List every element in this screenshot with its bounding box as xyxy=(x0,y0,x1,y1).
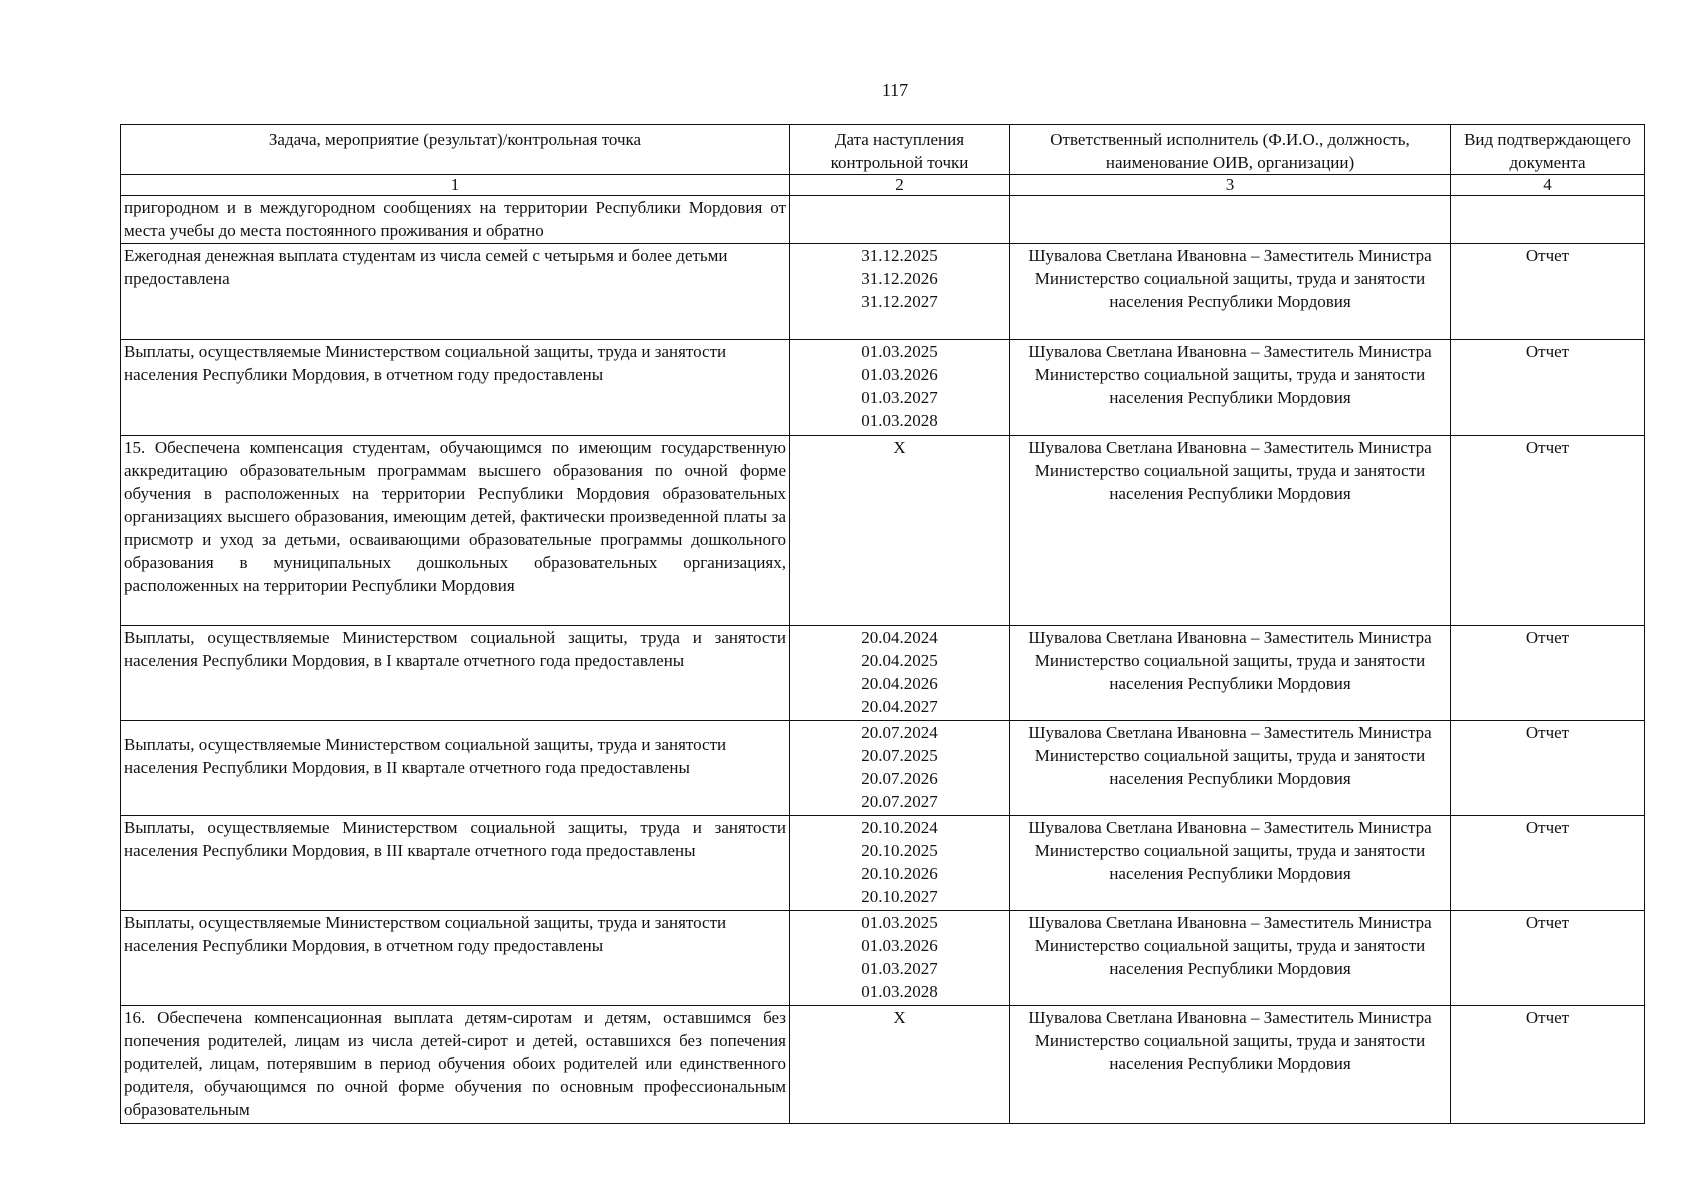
date-value: 01.03.2027 xyxy=(861,388,938,407)
column-number: 4 xyxy=(1451,175,1645,196)
date-cell xyxy=(790,721,1010,816)
responsible-person: Шувалова Светлана Ивановна – Заместитель Министра xyxy=(1028,913,1432,932)
header-task: Задача, мероприятие (результат)/контрольная точка xyxy=(121,125,790,175)
responsible-organization: Министерство социальной защиты, труда и занятости населения Республики Мордовия xyxy=(1034,269,1426,311)
responsible-person: Шувалова Светлана Ивановна – Заместитель Министра xyxy=(1028,1008,1432,1027)
table-row xyxy=(121,340,1645,436)
task-cell: Выплаты, осуществляемые Министерством социальной защиты, труда и занятости населения Республики Мордовия, в III квартале отчетного года предоставлены xyxy=(121,816,790,911)
table-row xyxy=(121,1006,1645,1124)
table-row xyxy=(121,436,1645,626)
column-number: 2 xyxy=(790,175,1010,196)
responsible-organization: Министерство социальной защиты, труда и занятости населения Республики Мордовия xyxy=(1034,936,1426,978)
date-value: 31.12.2025 xyxy=(861,246,938,265)
responsible-cell xyxy=(1010,816,1451,911)
document-type-cell: Отчет xyxy=(1451,721,1645,816)
header-date: Дата наступления контрольной точки xyxy=(790,125,1010,175)
date-value: 01.03.2027 xyxy=(861,959,938,978)
responsible-organization: Министерство социальной защиты, труда и занятости населения Республики Мордовия xyxy=(1034,365,1426,407)
date-value: 20.07.2024 xyxy=(861,723,938,742)
date-value: 01.03.2026 xyxy=(861,936,938,955)
header-document-type: Вид подтверждающего документа xyxy=(1451,125,1645,175)
date-value: 20.10.2025 xyxy=(861,841,938,860)
document-type-cell: Отчет xyxy=(1451,911,1645,1006)
responsible-cell xyxy=(1010,1006,1451,1124)
column-number: 3 xyxy=(1010,175,1451,196)
date-cell xyxy=(790,1006,1010,1124)
responsible-person: Шувалова Светлана Ивановна – Заместитель Министра xyxy=(1028,628,1432,647)
date-value: 20.04.2027 xyxy=(861,697,938,716)
task-cell: Выплаты, осуществляемые Министерством социальной защиты, труда и занятости населения Республики Мордовия, в II квартале отчетного года предоставлены xyxy=(121,721,790,816)
date-value: 20.07.2025 xyxy=(861,746,938,765)
document-type-cell: Отчет xyxy=(1451,244,1645,340)
date-cell xyxy=(790,436,1010,626)
date-value: 01.03.2026 xyxy=(861,365,938,384)
responsible-cell xyxy=(1010,626,1451,721)
responsible-cell xyxy=(1010,244,1451,340)
date-value: 20.07.2027 xyxy=(861,792,938,811)
date-value: 01.03.2025 xyxy=(861,342,938,361)
responsible-organization: Министерство социальной защиты, труда и занятости населения Республики Мордовия xyxy=(1034,461,1426,503)
responsible-person: Шувалова Светлана Ивановна – Заместитель Министра xyxy=(1028,246,1432,265)
page-number: 117 xyxy=(881,80,909,100)
document-type-cell: Отчет xyxy=(1451,340,1645,436)
table-row xyxy=(121,721,1645,816)
document-type-cell: Отчет xyxy=(1451,1006,1645,1124)
date-value: 31.12.2027 xyxy=(861,292,938,311)
table-row xyxy=(121,911,1645,1006)
date-value: 20.04.2025 xyxy=(861,651,938,670)
date-value: 01.03.2028 xyxy=(861,982,938,1001)
task-cell: Выплаты, осуществляемые Министерством социальной защиты, труда и занятости населения Республики Мордовия, в отчетном году предоставлены xyxy=(121,340,790,436)
header-responsible: Ответственный исполнитель (Ф.И.О., должность, наименование ОИВ, организации) xyxy=(1010,125,1451,175)
date-value: 31.12.2026 xyxy=(861,269,938,288)
table-row xyxy=(121,196,1645,244)
responsible-cell xyxy=(1010,911,1451,1006)
task-cell: пригородном и в междугородном сообщениях на территории Республики Мордовия от места учебы до места постоянного проживания и обратно xyxy=(121,196,790,244)
document-type-cell xyxy=(1451,196,1645,244)
column-number: 1 xyxy=(121,175,790,196)
task-cell: 16. Обеспечена компенсационная выплата детям-сиротам и детям, оставшимся без попечения родителей, лицам из числа детей-сирот и детей, оставшихся без попечения родителей, лицам, потерявшим в период обучения обоих родителей или единственного родителя, обучающимся по очной форме обучения по основным профессиональным образовательным xyxy=(121,1006,790,1124)
responsible-cell xyxy=(1010,196,1451,244)
table-row xyxy=(121,816,1645,911)
date-cell xyxy=(790,340,1010,436)
date-value: 20.10.2024 xyxy=(861,818,938,837)
table-header-row xyxy=(121,125,1645,175)
date-value: 01.03.2025 xyxy=(861,913,938,932)
task-cell: Выплаты, осуществляемые Министерством социальной защиты, труда и занятости населения Республики Мордовия, в I квартале отчетного года предоставлены xyxy=(121,626,790,721)
date-cell xyxy=(790,816,1010,911)
responsible-cell xyxy=(1010,340,1451,436)
responsible-person: Шувалова Светлана Ивановна – Заместитель Министра xyxy=(1028,723,1432,742)
date-cell xyxy=(790,196,1010,244)
document-type-cell: Отчет xyxy=(1451,436,1645,626)
table-row xyxy=(121,626,1645,721)
task-cell: 15. Обеспечена компенсация студентам, обучающимся по имеющим государственную аккредитацию образовательным программам высшего образования по очной форме обучения в расположенных на территории Республики Мордовия образовательных организациях высшего образования, имеющим детей, фактически произведенной платы за присмотр и уход за детьми, осваивающими образовательные программы дошкольного образования в муниципальных дошкольных образовательных организациях, расположенных на территории Республики Мордовия xyxy=(121,436,790,626)
task-cell: Выплаты, осуществляемые Министерством социальной защиты, труда и занятости населения Республики Мордовия, в отчетном году предоставлены xyxy=(121,911,790,1006)
responsible-organization: Министерство социальной защиты, труда и занятости населения Республики Мордовия xyxy=(1034,651,1426,693)
date-value: 20.07.2026 xyxy=(861,769,938,788)
responsible-organization: Министерство социальной защиты, труда и занятости населения Республики Мордовия xyxy=(1034,746,1426,788)
document-type-cell: Отчет xyxy=(1451,816,1645,911)
task-cell: Ежегодная денежная выплата студентам из числа семей с четырьмя и более детьми предоставлена xyxy=(121,244,790,340)
table-row xyxy=(121,244,1645,340)
responsible-cell xyxy=(1010,436,1451,626)
column-number-row xyxy=(121,175,1645,196)
date-value: 20.04.2026 xyxy=(861,674,938,693)
responsible-person: Шувалова Светлана Ивановна – Заместитель Министра xyxy=(1028,342,1432,361)
date-value: X xyxy=(893,438,906,457)
date-value: 20.10.2027 xyxy=(861,887,938,906)
responsible-cell xyxy=(1010,721,1451,816)
date-value: 01.03.2028 xyxy=(861,411,938,430)
document-type-cell: Отчет xyxy=(1451,626,1645,721)
responsible-organization: Министерство социальной защиты, труда и занятости населения Республики Мордовия xyxy=(1034,1031,1426,1073)
date-value: 20.04.2024 xyxy=(861,628,938,647)
date-value: 20.10.2026 xyxy=(861,864,938,883)
date-cell xyxy=(790,911,1010,1006)
date-value: X xyxy=(893,1008,906,1027)
responsible-person: Шувалова Светлана Ивановна – Заместитель Министра xyxy=(1028,438,1432,457)
responsible-organization: Министерство социальной защиты, труда и занятости населения Республики Мордовия xyxy=(1034,841,1426,883)
date-cell xyxy=(790,244,1010,340)
responsible-person: Шувалова Светлана Ивановна – Заместитель Министра xyxy=(1028,818,1432,837)
plan-table xyxy=(120,124,1645,1124)
date-cell xyxy=(790,626,1010,721)
